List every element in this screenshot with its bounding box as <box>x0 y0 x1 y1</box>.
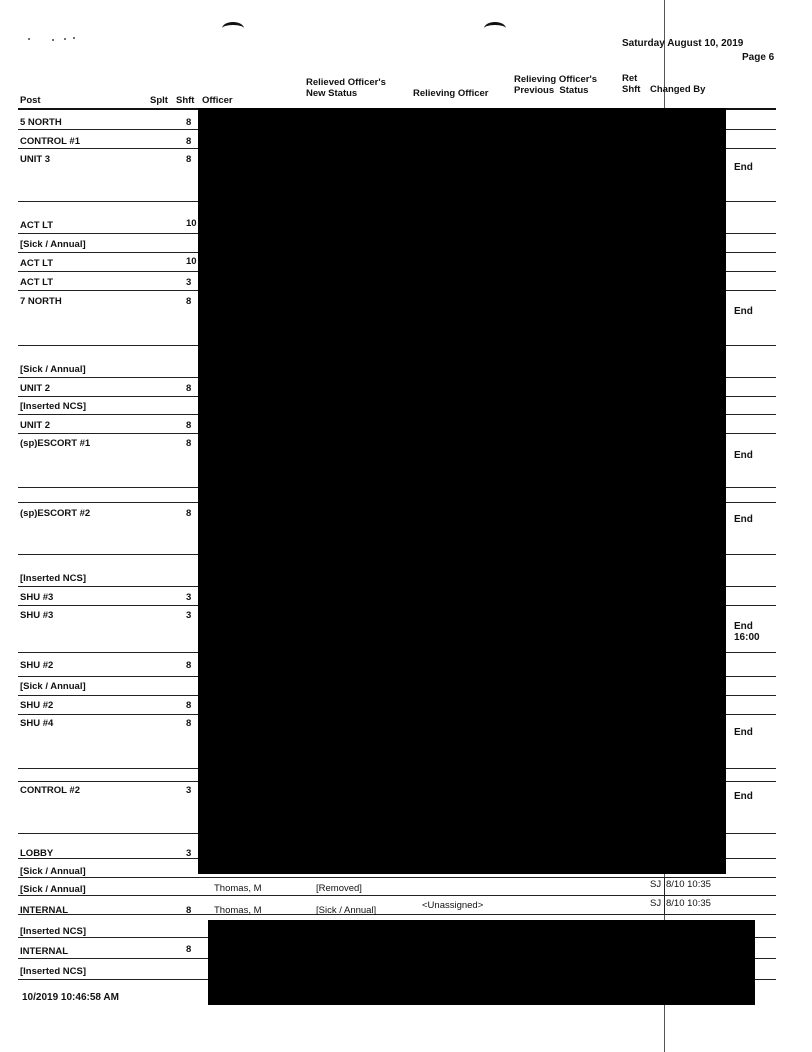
shift-value: 10 <box>186 218 197 229</box>
col-relieving-prev-status: Relieving Officer's Previous Status <box>514 74 598 96</box>
shift-value: 8 <box>186 700 192 711</box>
post-label: SHU #4 <box>20 718 54 729</box>
officer-name: Thomas, M <box>214 883 262 894</box>
end-marker: End 16:00 <box>734 621 760 643</box>
shift-value: 3 <box>186 785 192 796</box>
redaction-block <box>208 920 755 1005</box>
post-label: [Sick / Annual] <box>20 364 86 375</box>
post-label: [Inserted NCS] <box>20 966 86 977</box>
post-label: (sp)ESCORT #1 <box>20 438 91 449</box>
end-marker: End <box>734 162 753 173</box>
punch-hole-mark <box>222 22 244 35</box>
shift-value: 8 <box>186 136 192 147</box>
report-date: Saturday August 10, 2019 <box>622 38 744 49</box>
post-label: CONTROL #2 <box>20 785 81 796</box>
post-label: [Sick / Annual] <box>20 681 86 692</box>
shift-value: 8 <box>186 905 192 916</box>
post-label: [Inserted NCS] <box>20 401 86 412</box>
post-label: CONTROL #1 <box>20 136 81 147</box>
officer-name: Thomas, M <box>214 905 262 916</box>
shift-value: 8 <box>186 383 192 394</box>
post-label: ACT LT <box>20 258 54 269</box>
post-label: LOBBY <box>20 848 54 859</box>
shift-value: 8 <box>186 420 192 431</box>
post-label: ACT LT <box>20 277 54 288</box>
col-relieved-status: Relieved Officer's New Status <box>306 77 386 99</box>
col-relieving-officer: Relieving Officer <box>413 88 489 99</box>
post-label: SHU #2 <box>20 700 54 711</box>
end-marker: End <box>734 727 753 738</box>
shift-value: 3 <box>186 277 192 288</box>
col-ret-shift: Ret Shft <box>622 73 641 95</box>
shift-value: 8 <box>186 117 192 128</box>
row-divider <box>18 877 776 878</box>
end-marker: End <box>734 514 753 525</box>
end-marker: End <box>734 450 753 461</box>
shift-value: 8 <box>186 944 192 955</box>
post-label: INTERNAL <box>20 905 69 916</box>
post-label: 7 NORTH <box>20 296 62 307</box>
shift-value: 3 <box>186 848 192 859</box>
shift-value: 8 <box>186 154 192 165</box>
relieving-officer: <Unassigned> <box>422 900 484 911</box>
shift-value: 8 <box>186 438 192 449</box>
shift-value: 3 <box>186 610 192 621</box>
end-marker: End <box>734 791 753 802</box>
col-split: Splt <box>150 95 168 106</box>
scan-speck <box>28 38 30 40</box>
redaction-block <box>198 108 726 874</box>
post-label: [Sick / Annual] <box>20 239 86 250</box>
print-timestamp: 10/2019 10:46:58 AM <box>22 992 119 1003</box>
post-label: [Sick / Annual] <box>20 866 86 877</box>
post-label: UNIT 2 <box>20 383 51 394</box>
scan-speck <box>52 39 54 41</box>
post-label: INTERNAL <box>20 946 69 957</box>
shift-value: 10 <box>186 256 197 267</box>
post-label: [Inserted NCS] <box>20 573 86 584</box>
col-officer: Officer <box>202 95 233 106</box>
post-label: 5 NORTH <box>20 117 62 128</box>
punch-hole-mark <box>484 22 506 35</box>
post-label: UNIT 3 <box>20 154 51 165</box>
shift-value: 8 <box>186 296 192 307</box>
changed-by-initials: SJ <box>650 898 662 909</box>
scan-speck <box>64 38 66 40</box>
relieved-status: [Sick / Annual] <box>316 905 377 916</box>
relieved-status: [Removed] <box>316 883 362 894</box>
post-label: (sp)ESCORT #2 <box>20 508 91 519</box>
changed-timestamp: 8/10 10:35 <box>666 879 711 890</box>
scan-speck <box>73 37 75 39</box>
post-label: UNIT 2 <box>20 420 51 431</box>
post-label: SHU #3 <box>20 610 54 621</box>
row-divider <box>18 914 776 915</box>
post-label: ACT LT <box>20 220 54 231</box>
changed-timestamp: 8/10 10:35 <box>666 898 711 909</box>
post-label: SHU #2 <box>20 660 54 671</box>
shift-value: 8 <box>186 718 192 729</box>
cell-separator <box>664 877 665 915</box>
post-label: SHU #3 <box>20 592 54 603</box>
shift-value: 8 <box>186 508 192 519</box>
end-marker: End <box>734 306 753 317</box>
post-label: [Sick / Annual] <box>20 884 86 895</box>
col-shift: Shft <box>176 95 195 106</box>
shift-value: 3 <box>186 592 192 603</box>
page-number: Page 6 <box>742 52 775 63</box>
row-divider <box>18 895 776 896</box>
shift-value: 8 <box>186 660 192 671</box>
changed-by-initials: SJ <box>650 879 662 890</box>
post-label: [Inserted NCS] <box>20 926 86 937</box>
col-post: Post <box>20 95 41 106</box>
col-changed-by: Changed By <box>650 84 706 95</box>
